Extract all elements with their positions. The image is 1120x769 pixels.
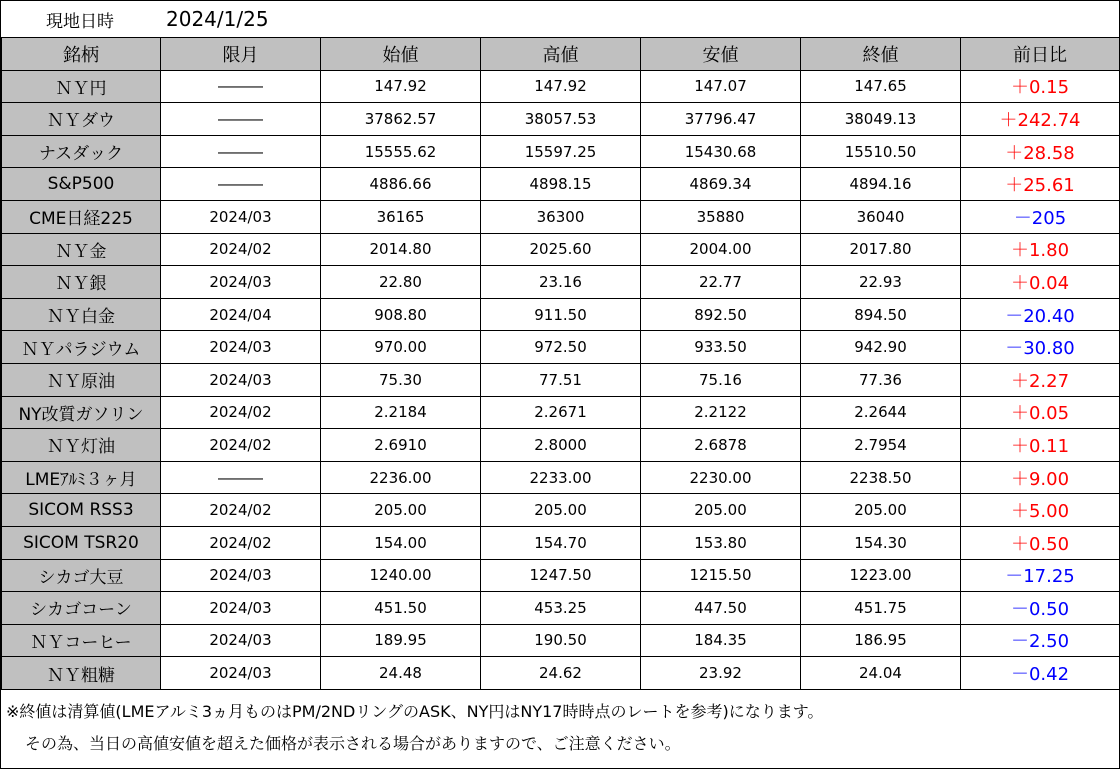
close-price: 451.75 [801, 592, 961, 625]
close-price: 2.7954 [801, 429, 961, 462]
contract-month: 2024/03 [161, 200, 321, 233]
close-price: 36040 [801, 200, 961, 233]
contract-month: 2024/02 [161, 396, 321, 429]
high-price: 2025.60 [481, 233, 641, 266]
close-price: 186.95 [801, 624, 961, 657]
open-price: 970.00 [321, 331, 481, 364]
change-value: ＋0.50 [961, 526, 1120, 559]
change-value: ＋2.27 [961, 363, 1120, 396]
low-price: 2004.00 [641, 233, 801, 266]
col-header-close: 終値 [801, 38, 961, 71]
low-price: 933.50 [641, 331, 801, 364]
table-row [2, 331, 1120, 364]
instrument-name: ナスダック [2, 135, 161, 168]
close-price: 154.30 [801, 526, 961, 559]
high-price: 77.51 [481, 363, 641, 396]
contract-month: 2024/02 [161, 233, 321, 266]
low-price: 892.50 [641, 298, 801, 331]
instrument-name: ＮＹ銀 [2, 266, 161, 299]
low-price: 147.07 [641, 70, 801, 103]
table-row [2, 396, 1120, 429]
col-header-low: 安値 [641, 38, 801, 71]
instrument-name: ＮＹコーヒー [2, 624, 161, 657]
change-value: －17.25 [961, 559, 1120, 592]
open-price: 908.80 [321, 298, 481, 331]
instrument-name: ＮＹ灯油 [2, 429, 161, 462]
table-row [2, 559, 1120, 592]
contract-month: 2024/03 [161, 266, 321, 299]
instrument-name: ＮＹ粗糖 [2, 657, 161, 690]
change-value: ＋0.15 [961, 70, 1120, 103]
table-row [2, 657, 1120, 690]
instrument-name: ＮＹ円 [2, 70, 161, 103]
open-price: 36165 [321, 200, 481, 233]
close-price: 77.36 [801, 363, 961, 396]
contract-month: 2024/02 [161, 494, 321, 527]
instrument-name: シカゴ大豆 [2, 559, 161, 592]
table-row [2, 461, 1120, 494]
contract-month: 2024/03 [161, 657, 321, 690]
contract-month: 2024/03 [161, 624, 321, 657]
high-price: 453.25 [481, 592, 641, 625]
open-price: 2.6910 [321, 429, 481, 462]
instrument-name: S&P500 [2, 168, 161, 201]
change-value: －2.50 [961, 624, 1120, 657]
table-row [2, 266, 1120, 299]
change-value: ＋0.05 [961, 396, 1120, 429]
open-price: 75.30 [321, 363, 481, 396]
table-row [2, 624, 1120, 657]
open-price: 2014.80 [321, 233, 481, 266]
open-price: 22.80 [321, 266, 481, 299]
low-price: 184.35 [641, 624, 801, 657]
contract-month: ――― [161, 135, 321, 168]
contract-month: 2024/03 [161, 363, 321, 396]
col-header-month: 限月 [161, 38, 321, 71]
change-value: －0.42 [961, 657, 1120, 690]
low-price: 153.80 [641, 526, 801, 559]
instrument-name: NY改質ガソリン [2, 396, 161, 429]
low-price: 15430.68 [641, 135, 801, 168]
date-value: 2024/1/25 [166, 7, 269, 31]
change-value: －205 [961, 200, 1120, 233]
table-row [2, 298, 1120, 331]
low-price: 22.77 [641, 266, 801, 299]
high-price: 911.50 [481, 298, 641, 331]
footnote-1: ※終値は清算値(LMEアルミ3ヵ月ものはPM/2NDリングのASK、NY円はNY17時時点のレートを参考)になります。 [6, 702, 824, 721]
table-row [2, 233, 1120, 266]
change-value: －30.80 [961, 331, 1120, 364]
contract-month: 2024/03 [161, 331, 321, 364]
high-price: 147.92 [481, 70, 641, 103]
footnote-2: その為、当日の高値安値を超えた価格が表示される場合がありますので、ご注意ください。 [25, 734, 681, 753]
col-header-high: 高値 [481, 38, 641, 71]
open-price: 147.92 [321, 70, 481, 103]
instrument-name: CME日経225 [2, 200, 161, 233]
instrument-name: ＮＹパラジウム [2, 331, 161, 364]
open-price: 154.00 [321, 526, 481, 559]
close-price: 2017.80 [801, 233, 961, 266]
table-row [2, 363, 1120, 396]
instrument-name: SICOM RSS3 [2, 494, 161, 527]
table-row [2, 135, 1120, 168]
instrument-name: ＮＹ白金 [2, 298, 161, 331]
low-price: 2.2122 [641, 396, 801, 429]
close-price: 1223.00 [801, 559, 961, 592]
high-price: 190.50 [481, 624, 641, 657]
close-price: 2238.50 [801, 461, 961, 494]
table-row [2, 494, 1120, 527]
open-price: 451.50 [321, 592, 481, 625]
high-price: 2.2671 [481, 396, 641, 429]
contract-month: ――― [161, 70, 321, 103]
close-price: 4894.16 [801, 168, 961, 201]
open-price: 205.00 [321, 494, 481, 527]
contract-month: 2024/02 [161, 429, 321, 462]
table-row [2, 70, 1120, 103]
low-price: 205.00 [641, 494, 801, 527]
contract-month: ――― [161, 103, 321, 136]
col-header-name: 銘柄 [2, 38, 161, 71]
contract-month: 2024/04 [161, 298, 321, 331]
low-price: 4869.34 [641, 168, 801, 201]
open-price: 15555.62 [321, 135, 481, 168]
close-price: 22.93 [801, 266, 961, 299]
low-price: 23.92 [641, 657, 801, 690]
change-value: ＋242.74 [961, 103, 1120, 136]
open-price: 4886.66 [321, 168, 481, 201]
table-row [2, 200, 1120, 233]
close-price: 205.00 [801, 494, 961, 527]
change-value: ＋1.80 [961, 233, 1120, 266]
close-price: 24.04 [801, 657, 961, 690]
contract-month: 2024/03 [161, 592, 321, 625]
open-price: 2.2184 [321, 396, 481, 429]
quotes-table [1, 37, 1120, 690]
instrument-name: ＮＹ金 [2, 233, 161, 266]
high-price: 15597.25 [481, 135, 641, 168]
instrument-name: ＮＹ原油 [2, 363, 161, 396]
low-price: 2230.00 [641, 461, 801, 494]
high-price: 24.62 [481, 657, 641, 690]
change-value: －20.40 [961, 298, 1120, 331]
change-value: ＋0.04 [961, 266, 1120, 299]
change-value: ＋25.61 [961, 168, 1120, 201]
change-value: ＋28.58 [961, 135, 1120, 168]
table-body [2, 70, 1120, 689]
close-price: 2.2644 [801, 396, 961, 429]
instrument-name: ＮＹダウ [2, 103, 161, 136]
change-value: ＋5.00 [961, 494, 1120, 527]
table-row [2, 168, 1120, 201]
col-header-change: 前日比 [961, 38, 1120, 71]
footnotes [1, 696, 1119, 760]
low-price: 2.6878 [641, 429, 801, 462]
table-row [2, 103, 1120, 136]
high-price: 4898.15 [481, 168, 641, 201]
open-price: 24.48 [321, 657, 481, 690]
instrument-name: LMEｱﾙﾐ３ヶ月 [2, 461, 161, 494]
high-price: 1247.50 [481, 559, 641, 592]
change-value: ＋0.11 [961, 429, 1120, 462]
change-value: ＋9.00 [961, 461, 1120, 494]
low-price: 1215.50 [641, 559, 801, 592]
close-price: 942.90 [801, 331, 961, 364]
high-price: 23.16 [481, 266, 641, 299]
contract-month: ――― [161, 168, 321, 201]
low-price: 35880 [641, 200, 801, 233]
high-price: 972.50 [481, 331, 641, 364]
instrument-name: SICOM TSR20 [2, 526, 161, 559]
close-price: 15510.50 [801, 135, 961, 168]
table-row [2, 592, 1120, 625]
high-price: 154.70 [481, 526, 641, 559]
close-price: 147.65 [801, 70, 961, 103]
date-label: 現地日時 [46, 11, 114, 32]
table-row [2, 429, 1120, 462]
high-price: 2233.00 [481, 461, 641, 494]
date-header [1, 1, 1119, 37]
instrument-name: シカゴコーン [2, 592, 161, 625]
open-price: 37862.57 [321, 103, 481, 136]
open-price: 2236.00 [321, 461, 481, 494]
table-header-row [2, 38, 1120, 71]
close-price: 38049.13 [801, 103, 961, 136]
low-price: 447.50 [641, 592, 801, 625]
col-header-open: 始値 [321, 38, 481, 71]
low-price: 37796.47 [641, 103, 801, 136]
table-row [2, 526, 1120, 559]
contract-month: 2024/03 [161, 559, 321, 592]
open-price: 189.95 [321, 624, 481, 657]
high-price: 2.8000 [481, 429, 641, 462]
close-price: 894.50 [801, 298, 961, 331]
high-price: 38057.53 [481, 103, 641, 136]
high-price: 36300 [481, 200, 641, 233]
low-price: 75.16 [641, 363, 801, 396]
contract-month: 2024/02 [161, 526, 321, 559]
contract-month: ――― [161, 461, 321, 494]
change-value: －0.50 [961, 592, 1120, 625]
high-price: 205.00 [481, 494, 641, 527]
open-price: 1240.00 [321, 559, 481, 592]
